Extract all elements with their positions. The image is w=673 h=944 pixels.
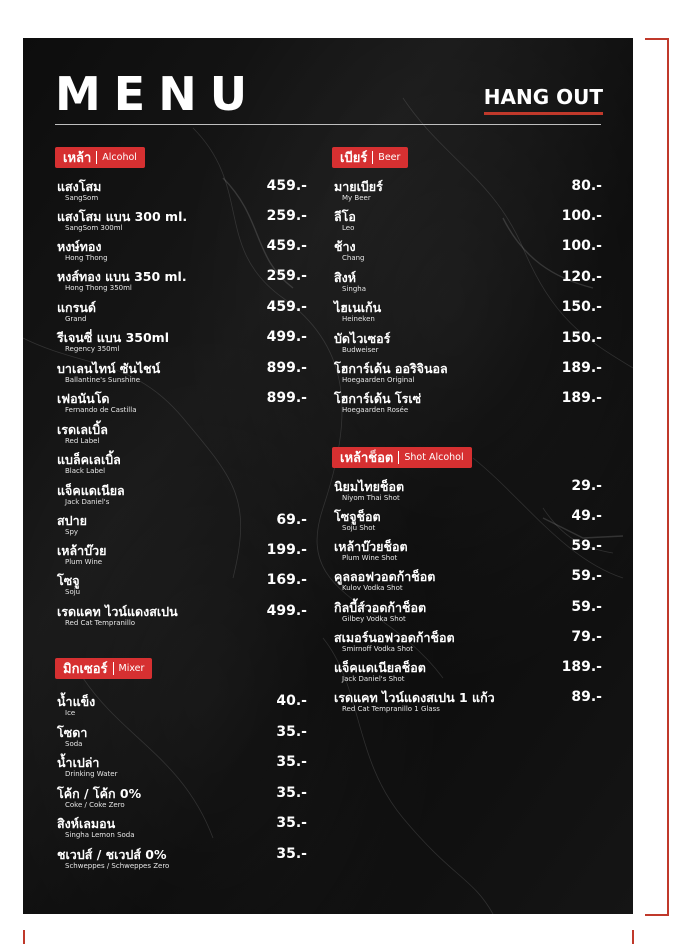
item-subtitle: Smirnoff Vodka Shot <box>342 645 414 653</box>
item-subtitle: Singha Lemon Soda <box>65 831 135 839</box>
item-price: 499.- <box>266 603 307 619</box>
item-price: 189.- <box>561 360 602 376</box>
item-name: สปาย <box>57 513 87 528</box>
item-price: 40.- <box>276 693 307 709</box>
menu-item <box>334 269 602 299</box>
menu-title: MENU <box>55 67 261 121</box>
item-subtitle: Red Cat Tempranillo <box>65 619 136 627</box>
menu-item <box>57 178 307 208</box>
menu-item <box>334 689 602 719</box>
section-label-en: Alcohol <box>102 152 137 163</box>
section-label-beer <box>332 147 408 168</box>
item-subtitle: Grand <box>65 315 87 323</box>
item-name: บัดไวเซอร์ <box>334 331 391 346</box>
frame-mark-left <box>23 930 25 944</box>
item-subtitle: Soju <box>65 588 81 596</box>
menu-item <box>57 390 307 420</box>
menu-item <box>334 390 602 420</box>
item-name: โค้ก / โค้ก 0% <box>57 786 142 801</box>
item-price: 259.- <box>266 208 307 224</box>
item-price: 35.- <box>276 846 307 862</box>
brand-logo: HANG OUT <box>484 84 603 115</box>
item-subtitle: Schweppes / Schweppes Zero <box>65 862 170 870</box>
item-subtitle: Hoegaarden Original <box>342 376 415 384</box>
section-label-en: Mixer <box>118 663 145 674</box>
menu-item <box>334 659 602 689</box>
item-subtitle: Plum Wine Shot <box>342 554 398 562</box>
item-subtitle: Hoegaarden Rosée <box>342 406 409 414</box>
item-subtitle: Ballantine's Sunshine <box>65 376 141 384</box>
item-name: มายเบียร์ <box>334 179 383 194</box>
item-name: เรดแคท ไวน์แดงสเปน 1 แก้ว <box>334 690 495 705</box>
item-price: 59.- <box>571 538 602 554</box>
item-price: 49.- <box>571 508 602 524</box>
item-name: ช้าง <box>334 239 356 254</box>
item-name: โซจูช็อต <box>334 509 381 524</box>
item-name: บาเลนไทน์ ซันไชน์ <box>57 361 161 376</box>
menu-item <box>57 482 307 512</box>
item-subtitle: Ice <box>65 709 76 717</box>
item-price: 100.- <box>561 238 602 254</box>
item-subtitle: Hong Thong 350ml <box>65 284 132 292</box>
item-name: เหล้าบ๊วย <box>57 543 107 558</box>
item-name: แจ็คแดเนียล <box>57 483 125 498</box>
menu-item <box>334 330 602 360</box>
item-price: 29.- <box>571 478 602 494</box>
menu-item <box>334 599 602 629</box>
item-price: 459.- <box>266 238 307 254</box>
item-subtitle: Chang <box>342 254 365 262</box>
item-price: 499.- <box>266 329 307 345</box>
item-name: แจ็คแดเนียลช็อต <box>334 660 426 675</box>
item-subtitle: Singha <box>342 285 366 293</box>
item-name: แสงโสม <box>57 179 102 194</box>
menu-item <box>57 846 307 876</box>
section-label-alcohol <box>55 147 145 168</box>
section-label-th: เหล้า <box>63 151 92 166</box>
item-name: แบล็คเลเบิ้ล <box>57 452 121 467</box>
item-name: โฮการ์เด้น ออริจินอล <box>334 361 448 376</box>
item-price: 459.- <box>266 299 307 315</box>
menu-item <box>334 178 602 208</box>
item-price: 89.- <box>571 689 602 705</box>
item-name: แสงโสม แบน 300 ml. <box>57 209 188 224</box>
section-label-th: เบียร์ <box>340 151 368 166</box>
item-name: น้ำแข็ง <box>57 694 96 709</box>
menu-item <box>334 508 602 538</box>
title-divider <box>55 124 601 125</box>
label-separator <box>113 662 114 675</box>
item-subtitle: Fernando de Castilla <box>65 406 137 414</box>
item-name: เรดแคท ไวน์แดงสเปน <box>57 604 178 619</box>
item-price: 899.- <box>266 360 307 376</box>
item-price: 59.- <box>571 599 602 615</box>
item-subtitle: Drinking Water <box>65 770 118 778</box>
menu-item <box>57 329 307 359</box>
item-price: 150.- <box>561 299 602 315</box>
item-price: 150.- <box>561 330 602 346</box>
item-subtitle: Niyom Thai Shot <box>342 494 400 502</box>
menu-item <box>57 785 307 815</box>
item-price: 120.- <box>561 269 602 285</box>
item-name: กิลบี้ส์วอดก้าช็อต <box>334 600 427 615</box>
item-name: โฮการ์เด้น โรเซ่ <box>334 391 422 406</box>
item-name: หงส์ทอง แบน 350 ml. <box>57 269 187 284</box>
menu-item <box>57 208 307 238</box>
item-price: 59.- <box>571 568 602 584</box>
menu-item <box>57 693 307 723</box>
menu-item <box>334 629 602 659</box>
menu-item <box>334 238 602 268</box>
item-name: หงษ์ทอง <box>57 239 102 254</box>
item-name: ไฮเนเก้น <box>334 300 382 315</box>
item-price: 189.- <box>561 659 602 675</box>
item-price: 35.- <box>276 785 307 801</box>
item-subtitle: SangSom <box>65 194 99 202</box>
menu-item <box>57 360 307 390</box>
menu-item <box>334 360 602 390</box>
item-subtitle: Budweiser <box>342 346 379 354</box>
section-label-mixer <box>55 658 152 679</box>
section-label-th: มิกเซอร์ <box>63 662 108 677</box>
menu-item <box>334 568 602 598</box>
menu-item <box>57 299 307 329</box>
item-subtitle: Spy <box>65 528 79 536</box>
item-price: 35.- <box>276 815 307 831</box>
item-name: ลีโอ <box>334 209 356 224</box>
item-price: 100.- <box>561 208 602 224</box>
item-price: 169.- <box>266 572 307 588</box>
menu-item <box>57 542 307 572</box>
item-subtitle: Jack Daniel's Shot <box>342 675 405 683</box>
item-price: 79.- <box>571 629 602 645</box>
item-name: ชเวปส์ / ชเวปส์ 0% <box>57 847 167 862</box>
item-subtitle: Coke / Coke Zero <box>65 801 125 809</box>
section-label-en: Shot Alcohol <box>404 452 464 463</box>
item-name: เฟอนันโด <box>57 391 110 406</box>
item-name: น้ำเปล่า <box>57 755 100 770</box>
section-label-en: Beer <box>378 152 401 163</box>
menu-item <box>57 421 307 451</box>
menu-item <box>57 572 307 602</box>
item-name: รีเจนซี่ แบน 350ml <box>57 330 169 345</box>
item-name: เรดเลเบิ้ล <box>57 422 108 437</box>
menu-item <box>57 724 307 754</box>
section-label-th: เหล้าช็อต <box>340 451 394 466</box>
item-subtitle: Hong Thong <box>65 254 108 262</box>
label-separator <box>96 151 97 164</box>
menu-item <box>57 512 307 542</box>
item-price: 35.- <box>276 754 307 770</box>
item-name: นิยมไทยช็อต <box>334 479 405 494</box>
item-price: 69.- <box>276 512 307 528</box>
item-name: โซดา <box>57 725 88 740</box>
item-price: 189.- <box>561 390 602 406</box>
frame-mark-right <box>632 930 634 944</box>
item-price: 259.- <box>266 268 307 284</box>
item-subtitle: Black Label <box>65 467 106 475</box>
menu-item <box>57 268 307 298</box>
label-separator <box>398 451 399 464</box>
item-subtitle: Gilbey Vodka Shot <box>342 615 406 623</box>
item-subtitle: Soju Shot <box>342 524 376 532</box>
menu-item <box>57 815 307 845</box>
item-subtitle: Leo <box>342 224 355 232</box>
item-price: 80.- <box>571 178 602 194</box>
section-label-shot <box>332 447 472 468</box>
item-name: เหล้าบ๊วยช็อต <box>334 539 408 554</box>
menu-item <box>334 208 602 238</box>
item-subtitle: My Beer <box>342 194 371 202</box>
menu-item <box>57 238 307 268</box>
item-price: 35.- <box>276 724 307 740</box>
item-subtitle: Red Cat Tempranillo 1 Glass <box>342 705 440 713</box>
item-subtitle: Regency 350ml <box>65 345 120 353</box>
item-subtitle: Jack Daniel's <box>65 498 110 506</box>
menu-item <box>57 603 307 633</box>
item-name: คูลลอฟวอดก้าช็อต <box>334 569 436 584</box>
item-subtitle: Soda <box>65 740 83 748</box>
item-subtitle: Plum Wine <box>65 558 103 566</box>
menu-item <box>334 478 602 508</box>
menu-item <box>57 451 307 481</box>
frame-bracket-right <box>645 38 669 916</box>
menu-board <box>23 38 633 914</box>
item-name: สิงห์เลมอน <box>57 816 116 831</box>
item-price: 459.- <box>266 178 307 194</box>
item-subtitle: Heineken <box>342 315 375 323</box>
menu-item <box>57 754 307 784</box>
menu-item <box>334 299 602 329</box>
label-separator <box>372 151 373 164</box>
item-name: สเมอร์นอฟวอดก้าช็อต <box>334 630 455 645</box>
menu-item <box>334 538 602 568</box>
item-name: โซจู <box>57 573 80 588</box>
item-subtitle: Kulov Vodka Shot <box>342 584 403 592</box>
item-price: 899.- <box>266 390 307 406</box>
item-subtitle: SangSom 300ml <box>65 224 123 232</box>
item-subtitle: Red Label <box>65 437 100 445</box>
item-name: สิงห์ <box>334 270 356 285</box>
item-name: แกรนด์ <box>57 300 97 315</box>
item-price: 199.- <box>266 542 307 558</box>
